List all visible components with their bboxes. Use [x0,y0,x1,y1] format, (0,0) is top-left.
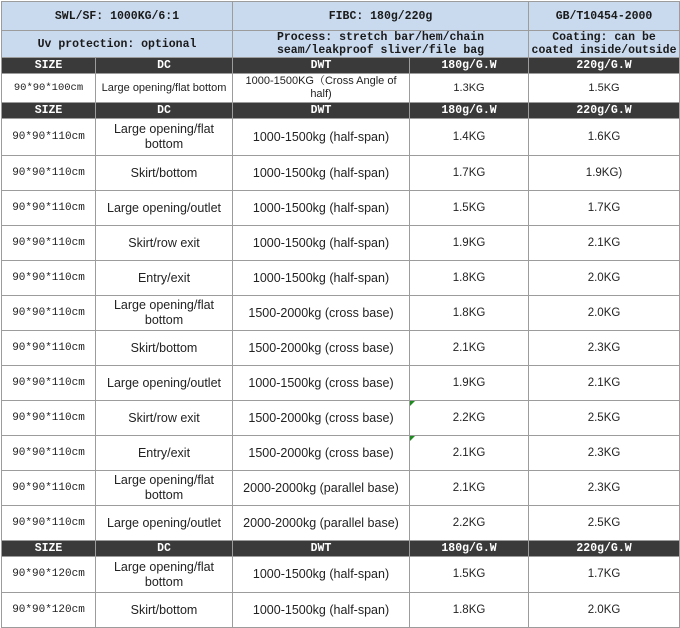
weight-180g-cell: 1.3KG [410,74,529,103]
dc-cell: Skirt/bottom [96,156,233,191]
size-cell: 90*90*110cm [2,119,96,156]
dwt-cell: 1000-1500kg (half-span) [233,191,410,226]
weight-180g-column-header: 180g/G.W [410,103,529,119]
table-row [2,366,680,401]
weight-180g-column-header: 180g/G.W [410,58,529,74]
size-cell: 90*90*110cm [2,261,96,296]
process-cell: Process: stretch bar/hem/chain seam/leakproof sliver/file bag [233,31,529,58]
dc-cell: Skirt/bottom [96,331,233,366]
table-row [2,471,680,506]
weight-180g-cell: 1.4KG [410,119,529,156]
weight-180g-cell: 2.1KG [410,436,529,471]
coating-cell: Coating: can be coated inside/outside [529,31,680,58]
weight-220g-cell: 2.3KG [529,436,680,471]
dwt-column-header: DWT [233,103,410,119]
dwt-cell: 1500-2000kg (cross base) [233,331,410,366]
size-cell: 90*90*110cm [2,366,96,401]
dwt-column-header: DWT [233,541,410,557]
weight-220g-cell: 1.7KG [529,191,680,226]
weight-180g-cell: 1.5KG [410,191,529,226]
table-row [2,119,680,156]
dc-cell: Large opening/outlet [96,366,233,401]
size-cell: 90*90*110cm [2,296,96,331]
dc-cell: Skirt/bottom [96,593,233,628]
dc-cell: Entry/exit [96,261,233,296]
weight-180g-column-header: 180g/G.W [410,541,529,557]
weight-220g-cell: 2.0KG [529,296,680,331]
size-cell: 90*90*100cm [2,74,96,103]
dc-cell: Skirt/row exit [96,226,233,261]
dwt-cell: 1000-1500kg (half-span) [233,557,410,593]
weight-180g-cell: 2.1KG [410,471,529,506]
dc-cell: Large opening/flat bottom [96,471,233,506]
weight-180g-cell: 1.9KG [410,366,529,401]
weight-220g-cell: 1.6KG [529,119,680,156]
weight-220g-cell: 2.1KG [529,366,680,401]
weight-220g-cell: 1.5KG [529,74,680,103]
dc-cell: Large opening/flat bottom [96,557,233,593]
weight-220g-cell: 1.7KG [529,557,680,593]
dc-cell: Skirt/row exit [96,401,233,436]
table-row [2,74,680,103]
size-cell: 90*90*110cm [2,331,96,366]
dwt-column-header: DWT [233,58,410,74]
weight-220g-cell: 2.1KG [529,226,680,261]
table-row [2,261,680,296]
weight-220g-cell: 2.3KG [529,471,680,506]
swl-sf-cell: SWL/SF: 1000KG/6:1 [2,2,233,31]
dwt-cell: 1000-1500kg (cross base) [233,366,410,401]
dwt-cell: 1500-2000kg (cross base) [233,296,410,331]
dwt-cell: 1500-2000kg (cross base) [233,436,410,471]
weight-180g-cell: 1.9KG [410,226,529,261]
dc-column-header: DC [96,58,233,74]
weight-220g-cell: 2.5KG [529,401,680,436]
uv-protection-cell: Uv protection: optional [2,31,233,58]
fibc-cell: FIBC: 180g/220g [233,2,529,31]
size-cell: 90*90*110cm [2,436,96,471]
table-row [2,226,680,261]
weight-220g-cell: 1.9KG) [529,156,680,191]
size-cell: 90*90*110cm [2,226,96,261]
dc-cell: Large opening/flat bottom [96,296,233,331]
spec-table [1,1,680,628]
column-header-row [2,58,680,74]
size-column-header: SIZE [2,58,96,74]
weight-220g-column-header: 220g/G.W [529,541,680,557]
weight-180g-cell: 1.7KG [410,156,529,191]
standard-cell: GB/T10454-2000 [529,2,680,31]
dc-cell: Entry/exit [96,436,233,471]
size-cell: 90*90*110cm [2,191,96,226]
weight-180g-cell: 2.2KG [410,401,529,436]
weight-180g-cell: 2.2KG [410,506,529,541]
table-row [2,557,680,593]
dc-cell: Large opening/outlet [96,191,233,226]
column-header-row [2,541,680,557]
size-cell: 90*90*110cm [2,156,96,191]
table-row [2,593,680,628]
table-row [2,191,680,226]
dwt-cell: 2000-2000kg (parallel base) [233,471,410,506]
spec-header-row [2,2,680,31]
size-cell: 90*90*110cm [2,471,96,506]
table-row [2,156,680,191]
dc-cell: Large opening/flat bottom [96,119,233,156]
weight-180g-cell: 1.8KG [410,593,529,628]
table-row [2,331,680,366]
table-row [2,401,680,436]
size-column-header: SIZE [2,541,96,557]
weight-180g-cell: 1.8KG [410,296,529,331]
dwt-cell: 2000-2000kg (parallel base) [233,506,410,541]
table-row [2,296,680,331]
dwt-cell: 1500-2000kg (cross base) [233,401,410,436]
size-cell: 90*90*110cm [2,506,96,541]
weight-180g-cell: 1.8KG [410,261,529,296]
table-row [2,506,680,541]
dwt-cell: 1000-1500KG（Cross Angle of half) [233,74,410,103]
weight-180g-cell: 2.1KG [410,331,529,366]
size-cell: 90*90*120cm [2,593,96,628]
dwt-cell: 1000-1500kg (half-span) [233,156,410,191]
dwt-cell: 1000-1500kg (half-span) [233,226,410,261]
weight-220g-cell: 2.0KG [529,593,680,628]
size-cell: 90*90*120cm [2,557,96,593]
size-cell: 90*90*110cm [2,401,96,436]
weight-220g-cell: 2.5KG [529,506,680,541]
weight-220g-column-header: 220g/G.W [529,58,680,74]
dwt-cell: 1000-1500kg (half-span) [233,261,410,296]
weight-220g-cell: 2.0KG [529,261,680,296]
dc-column-header: DC [96,541,233,557]
dwt-cell: 1000-1500kg (half-span) [233,119,410,156]
column-header-row [2,103,680,119]
weight-180g-cell: 1.5KG [410,557,529,593]
dc-column-header: DC [96,103,233,119]
dc-cell: Large opening/outlet [96,506,233,541]
size-column-header: SIZE [2,103,96,119]
weight-220g-column-header: 220g/G.W [529,103,680,119]
spec-subheader-row [2,31,680,58]
dc-cell: Large opening/flat bottom [96,74,233,103]
table-row [2,436,680,471]
weight-220g-cell: 2.3KG [529,331,680,366]
dwt-cell: 1000-1500kg (half-span) [233,593,410,628]
